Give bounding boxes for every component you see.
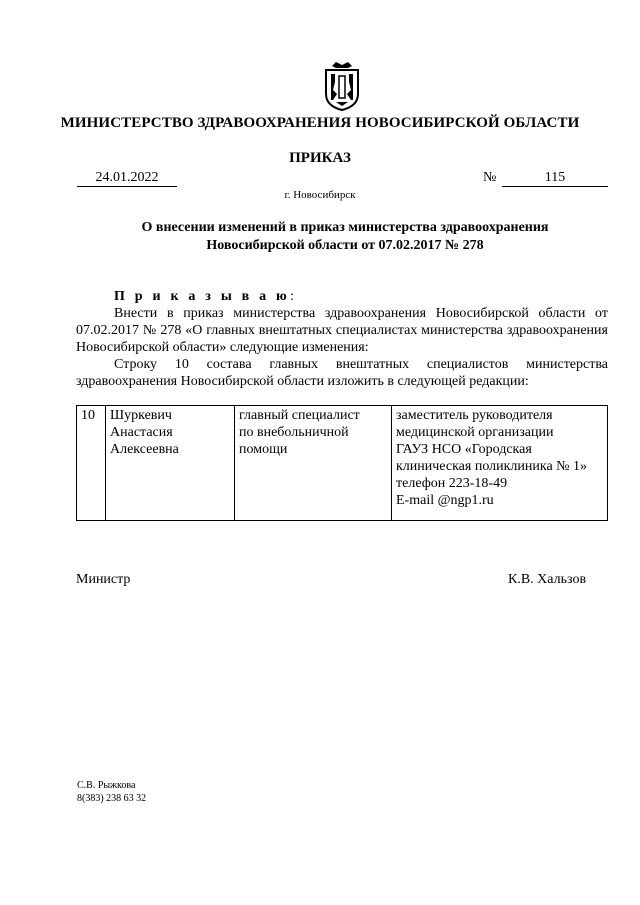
name-line: Алексеевна	[110, 442, 179, 457]
specialist-position	[235, 406, 392, 521]
order-number: 115	[502, 170, 608, 187]
row-number: 10	[77, 406, 106, 521]
order-colon: :	[289, 289, 294, 304]
details-line: телефон 223-18-49	[396, 476, 508, 491]
coat-of-arms-icon	[322, 60, 362, 112]
position-line: главный специалист	[239, 408, 360, 423]
order-word: П р и к а з ы в а ю	[114, 289, 290, 304]
position-line: помощи	[239, 442, 288, 457]
name-line: Шуркевич	[110, 408, 172, 423]
order-body	[76, 288, 608, 390]
specialist-name	[106, 406, 235, 521]
position-line: по внебольничной	[239, 425, 349, 440]
details-line: медицинской организации	[396, 425, 554, 440]
details-line: клиническая поликлиника № 1»	[396, 459, 588, 474]
minister-label: Министр	[76, 572, 131, 587]
details-line: заместитель руководителя	[396, 408, 553, 423]
executor-phone: 8(383) 238 63 32	[77, 793, 147, 804]
paragraph-1: Внести в приказ министерства здравоохранения Новосибирской области от 07.02.2017 № 278 «О главных внештатных специалистах министерства здравоохранения Новосибирской области» следующие изменения:	[76, 306, 608, 355]
minister-name: К.В. Хальзов	[508, 572, 587, 587]
subject-line-1: О внесении изменений в приказ министерства здравоохранения	[141, 220, 549, 235]
executor-name: С.В. Рыжкова	[77, 780, 136, 791]
order-subject	[80, 219, 610, 255]
paragraph-2: Строку 10 состава главных внештатных специалистов министерства здравоохранения Новосибирской области изложить в следующей редакции:	[76, 357, 608, 389]
specialist-details	[392, 406, 608, 521]
specialist-table	[76, 405, 608, 521]
document-type: ПРИКАЗ	[289, 150, 351, 166]
details-line: E-mail @ngp1.ru	[396, 493, 494, 508]
city: г. Новосибирск	[284, 189, 356, 201]
order-directive	[76, 288, 608, 305]
name-line: Анастасия	[110, 425, 173, 440]
subject-line-2: Новосибирской области от 07.02.2017 № 278	[206, 238, 484, 253]
order-date: 24.01.2022	[77, 170, 177, 187]
details-line: ГАУЗ НСО «Городская	[396, 442, 532, 457]
table-row	[77, 406, 608, 521]
ministry-name: МИНИСТЕРСТВО ЗДРАВООХРАНЕНИЯ НОВОСИБИРСКОЙ ОБЛАСТИ	[60, 115, 580, 131]
number-sign: №	[483, 170, 497, 185]
